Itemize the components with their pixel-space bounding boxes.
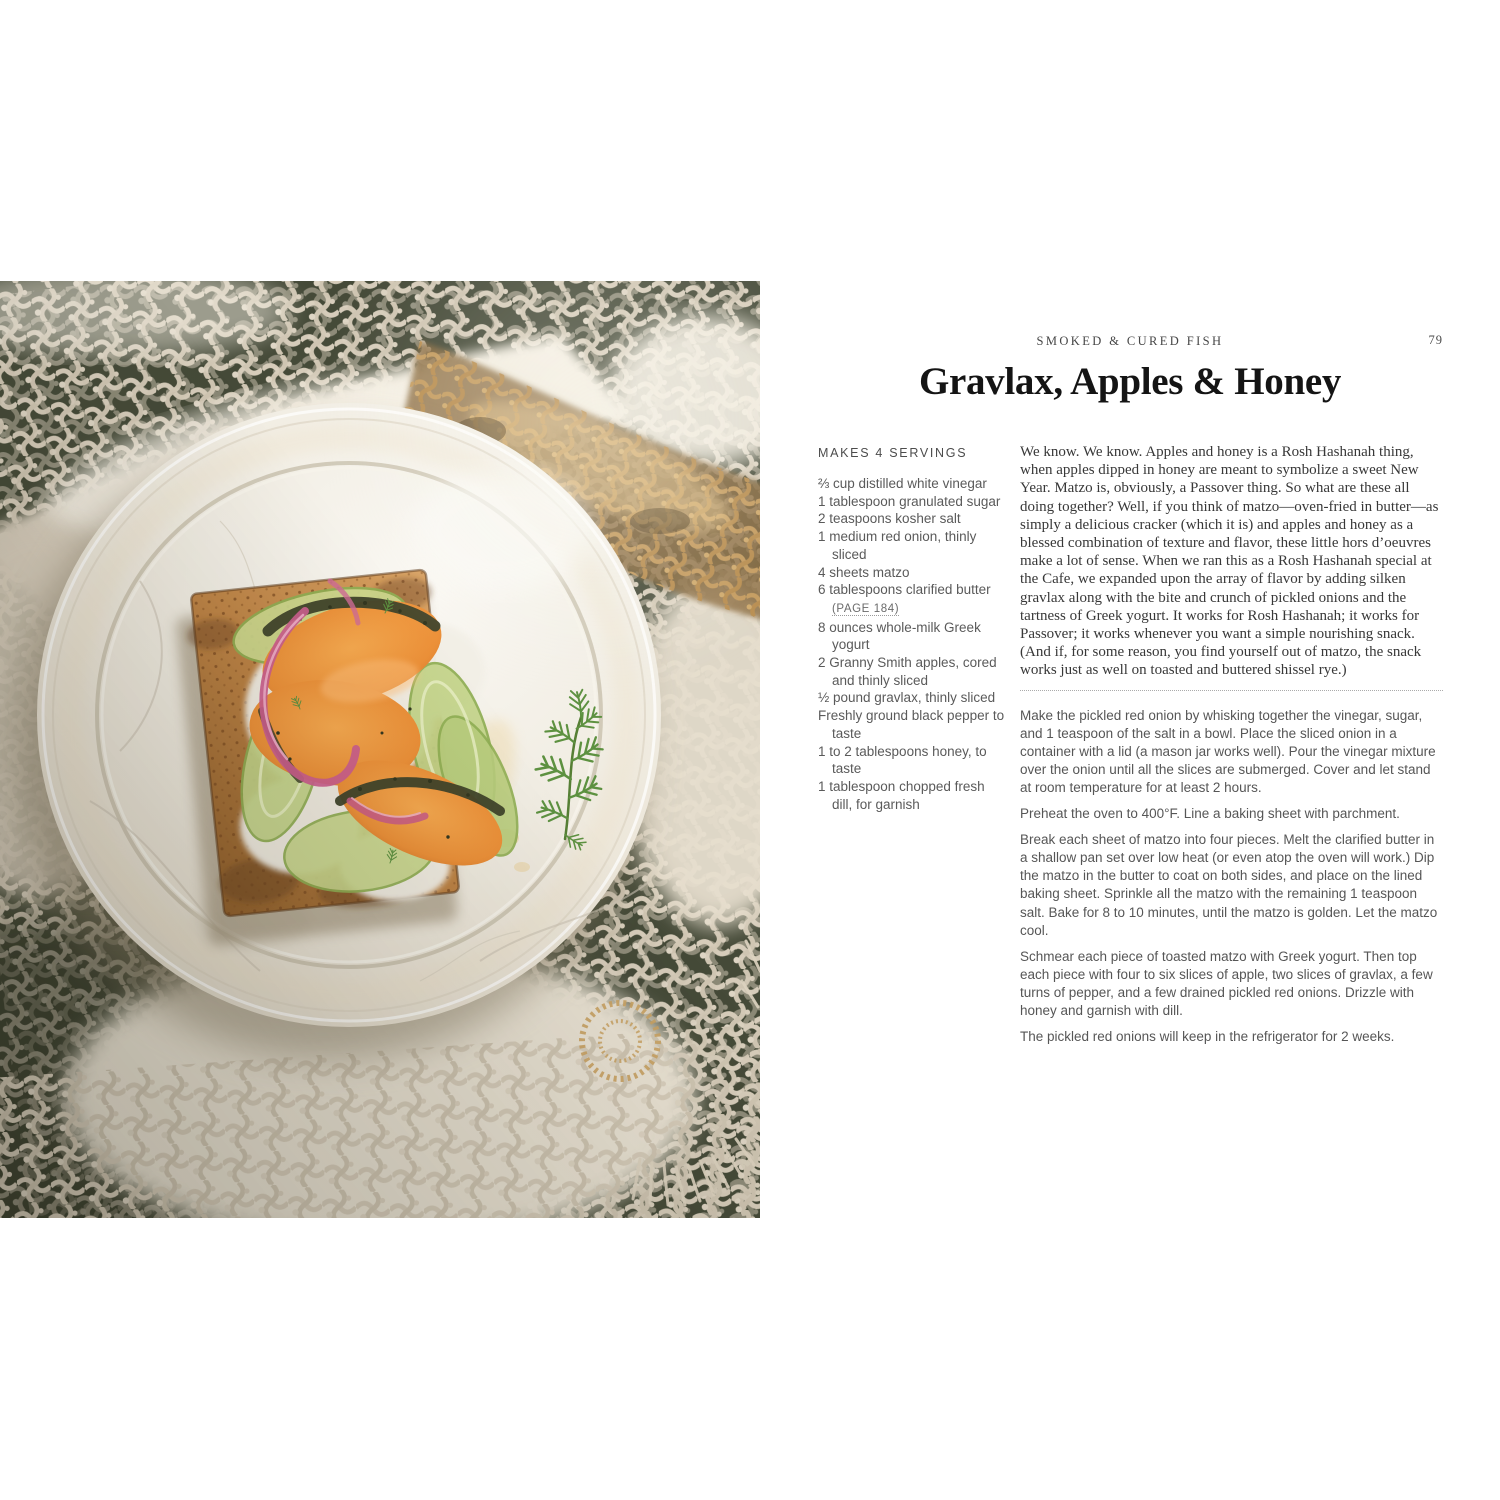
ingredient-item: 2 teaspoons kosher salt (818, 511, 961, 527)
recipe-title: Gravlax, Apples & Honey (918, 360, 1342, 403)
ingredient-item: 8 ounces whole-milk Greek yogurt (818, 619, 981, 653)
ingredient-item: 6 tablespoons clarified butter (PAGE 184) (818, 582, 991, 615)
ingredient-item: 1 to 2 tablespoons honey, to taste (818, 743, 987, 777)
recipe-page (760, 0, 1500, 1500)
running-head: SMOKED & CURED FISH (1036, 334, 1224, 348)
intro-paragraph: We know. We know. Apples and honey is a Rosh Hashanah thing, when apples dipped in honey are meant to symbolize a sweet New Year. Matzo is, obviously, a Passover thing. So what are these all doing together? Well, if you think of matzo—oven-fried in butter—as simply a delicious cracker (which it is) and apples and honey as a blessed combination of texture and flavor, these little hors d’oeuvres make a lot of sense. When we ran this as a Rosh Hashanah special at the Cafe, we expanded upon the array of flavor by adding silken gravlax along with the bite and crunch of pickled onions and the tartness of Greek yogurt. It works for Rosh Hashanah; it works for Passover; it works whenever you want a simple nourishing snack. (And if, for some reason, you find yourself out of matzo, the snack works just as well on toasted and buttered shissel rye.) (1020, 444, 1439, 679)
step-paragraph: Schmear each piece of toasted matzo with Greek yogurt. Then top each piece with four to six slices of apple, two slices of gravlax, a few turns of pepper, and a few drained pickled red onions. Drizzle with honey and garnish with dill. (1020, 948, 1433, 1019)
ingredients-column (818, 443, 1008, 1046)
ingredient-item: 1 tablespoon granulated sugar (818, 493, 1001, 509)
ingredient-item: ⅔ cup distilled white vinegar (818, 476, 987, 491)
section-divider (1020, 690, 1443, 691)
ingredient-item: Freshly ground black pepper to taste (818, 708, 1005, 741)
ingredient-item: 2 Granny Smith apples, cored and thinly sliced (818, 655, 997, 688)
step-paragraph: Make the pickled red onion by whisking together the vinegar, sugar, and 1 teaspoon of the salt in a bowl. Place the sliced onion in a container with a lid (a mason jar works well). Pour the vinegar mixture over the onion until all the slices are submerged. Cover and let stand at room temperature for at least 2 hours. (1020, 707, 1436, 796)
recipe-body (1020, 443, 1443, 1046)
ingredient-item: 1 medium red onion, thinly sliced (818, 529, 977, 562)
page-number: 79 (1428, 333, 1443, 347)
recipe-columns (818, 443, 1443, 1046)
ingredient-item: ½ pound gravlax, thinly sliced (818, 690, 996, 706)
ingredient-item: 4 sheets matzo (818, 564, 910, 580)
ingredient-item: 1 tablespoon chopped fresh dill, for garnish (818, 778, 985, 812)
food-photo (0, 281, 760, 1218)
page-reference: (PAGE 184) (832, 602, 900, 615)
steps-section (1020, 707, 1443, 1047)
ingredients-list (818, 475, 1008, 813)
step-paragraph: Preheat the oven to 400°F. Line a baking sheet with parchment. (1020, 806, 1400, 822)
step-paragraph: Break each sheet of matzo into four pieces. Melt the clarified butter in a shallow pan set over low heat (or even atop the oven will work.) Dip the matzo in the butter to coat on both sides, and place on the lined baking sheet. Sprinkle all the matzo with the remaining 1 teaspoon salt. Bake for 8 to 10 minutes, until the matzo is golden. Let the matzo cool. (1020, 832, 1438, 938)
servings-label: MAKES 4 SERVINGS (818, 446, 968, 460)
step-paragraph: The pickled red onions will keep in the refrigerator for 2 weeks. (1020, 1029, 1395, 1045)
